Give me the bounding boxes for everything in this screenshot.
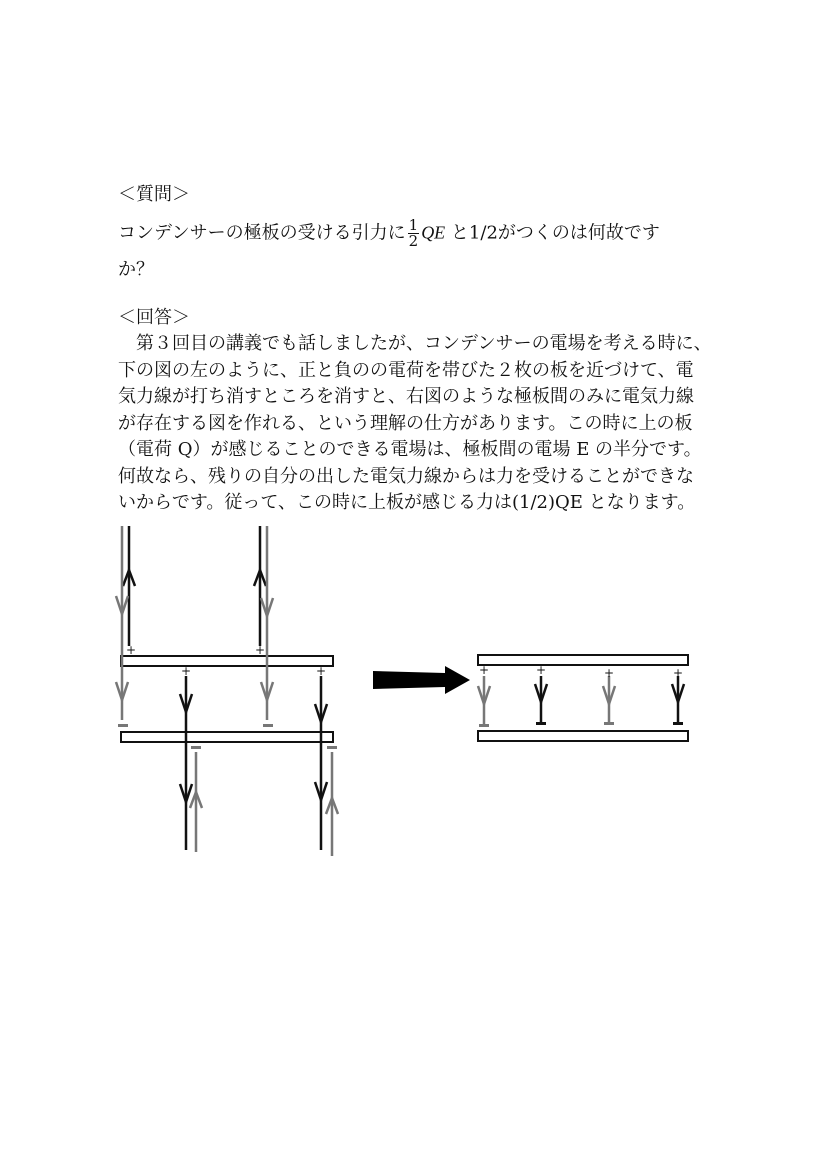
plus-sign: + bbox=[126, 643, 137, 657]
minus-sign bbox=[263, 724, 273, 727]
answer-line-1: 第３回目の講義でも話しましたが、コンデンサーの電場を考える時に、 bbox=[118, 333, 712, 354]
answer-line-7: いからです。従って、この時に上板が感じる力は(1/2)QE となります。 bbox=[118, 492, 696, 513]
plus-sign: + bbox=[181, 664, 192, 678]
field-line-right-2 bbox=[535, 676, 547, 724]
top-plate-right bbox=[478, 655, 688, 665]
plus-sign: + bbox=[536, 663, 547, 677]
transform-arrow-icon bbox=[373, 666, 470, 694]
plus-sign: + bbox=[255, 643, 266, 657]
plus-sign: + bbox=[673, 666, 684, 680]
question-text-before: コンデンサーの極板の受ける引力に bbox=[118, 222, 406, 244]
minus-sign bbox=[604, 722, 614, 725]
minus-sign bbox=[191, 746, 201, 749]
field-line-right-4 bbox=[672, 676, 684, 724]
field-line-gray-1 bbox=[116, 526, 128, 720]
minus-sign bbox=[673, 722, 683, 725]
left-figure bbox=[116, 526, 338, 856]
math-qe: QE bbox=[421, 222, 446, 243]
field-line-right-3 bbox=[603, 676, 615, 724]
fraction-numerator: 1 bbox=[408, 216, 419, 234]
field-line-up-2 bbox=[254, 526, 266, 646]
plus-sign: + bbox=[316, 664, 327, 678]
field-line-gray-2 bbox=[261, 526, 273, 720]
plus-sign: + bbox=[604, 666, 615, 680]
question-text-after: と1/2がつくのは何故です bbox=[450, 222, 660, 244]
answer-line-6: 何故なら、残りの自分の出した電気力線からは力を受けることができな bbox=[118, 465, 694, 487]
field-line-down-1 bbox=[180, 676, 192, 850]
field-line-gray-up-1 bbox=[190, 752, 202, 852]
right-figure bbox=[478, 655, 688, 741]
minus-sign bbox=[327, 746, 337, 749]
question-text-line2: か？ bbox=[118, 259, 154, 280]
bottom-plate-left bbox=[121, 732, 333, 742]
plus-sign: + bbox=[479, 663, 490, 677]
field-line-up-1 bbox=[123, 526, 135, 646]
bottom-plate-right bbox=[478, 731, 688, 741]
field-line-gray-up-2 bbox=[326, 752, 338, 856]
answer-heading: ＜回答＞ bbox=[118, 307, 190, 328]
minus-sign bbox=[479, 724, 489, 727]
minus-sign bbox=[118, 724, 128, 727]
answer-line-3: 気力線が打ち消すところを消すと、右図のような極板間のみに電気力線 bbox=[118, 386, 694, 407]
question-heading: ＜質問＞ bbox=[118, 184, 190, 205]
top-plate-left bbox=[121, 656, 333, 666]
answer-line-4: が存在する図を作れる、という理解の仕方があります。この時に上の板 bbox=[118, 412, 693, 434]
answer-line-2: 下の図の左のように、正と負のの電荷を帯びた２枚の板を近づけて、電 bbox=[118, 359, 694, 381]
field-line-down-2 bbox=[315, 676, 327, 850]
field-line-right-1 bbox=[478, 676, 490, 724]
minus-sign bbox=[536, 722, 546, 725]
fraction-denominator: 2 bbox=[408, 232, 419, 250]
answer-line-5: （電荷 Q）が感じることのできる電場は、極板間の電場 E の半分です。 bbox=[118, 439, 702, 460]
